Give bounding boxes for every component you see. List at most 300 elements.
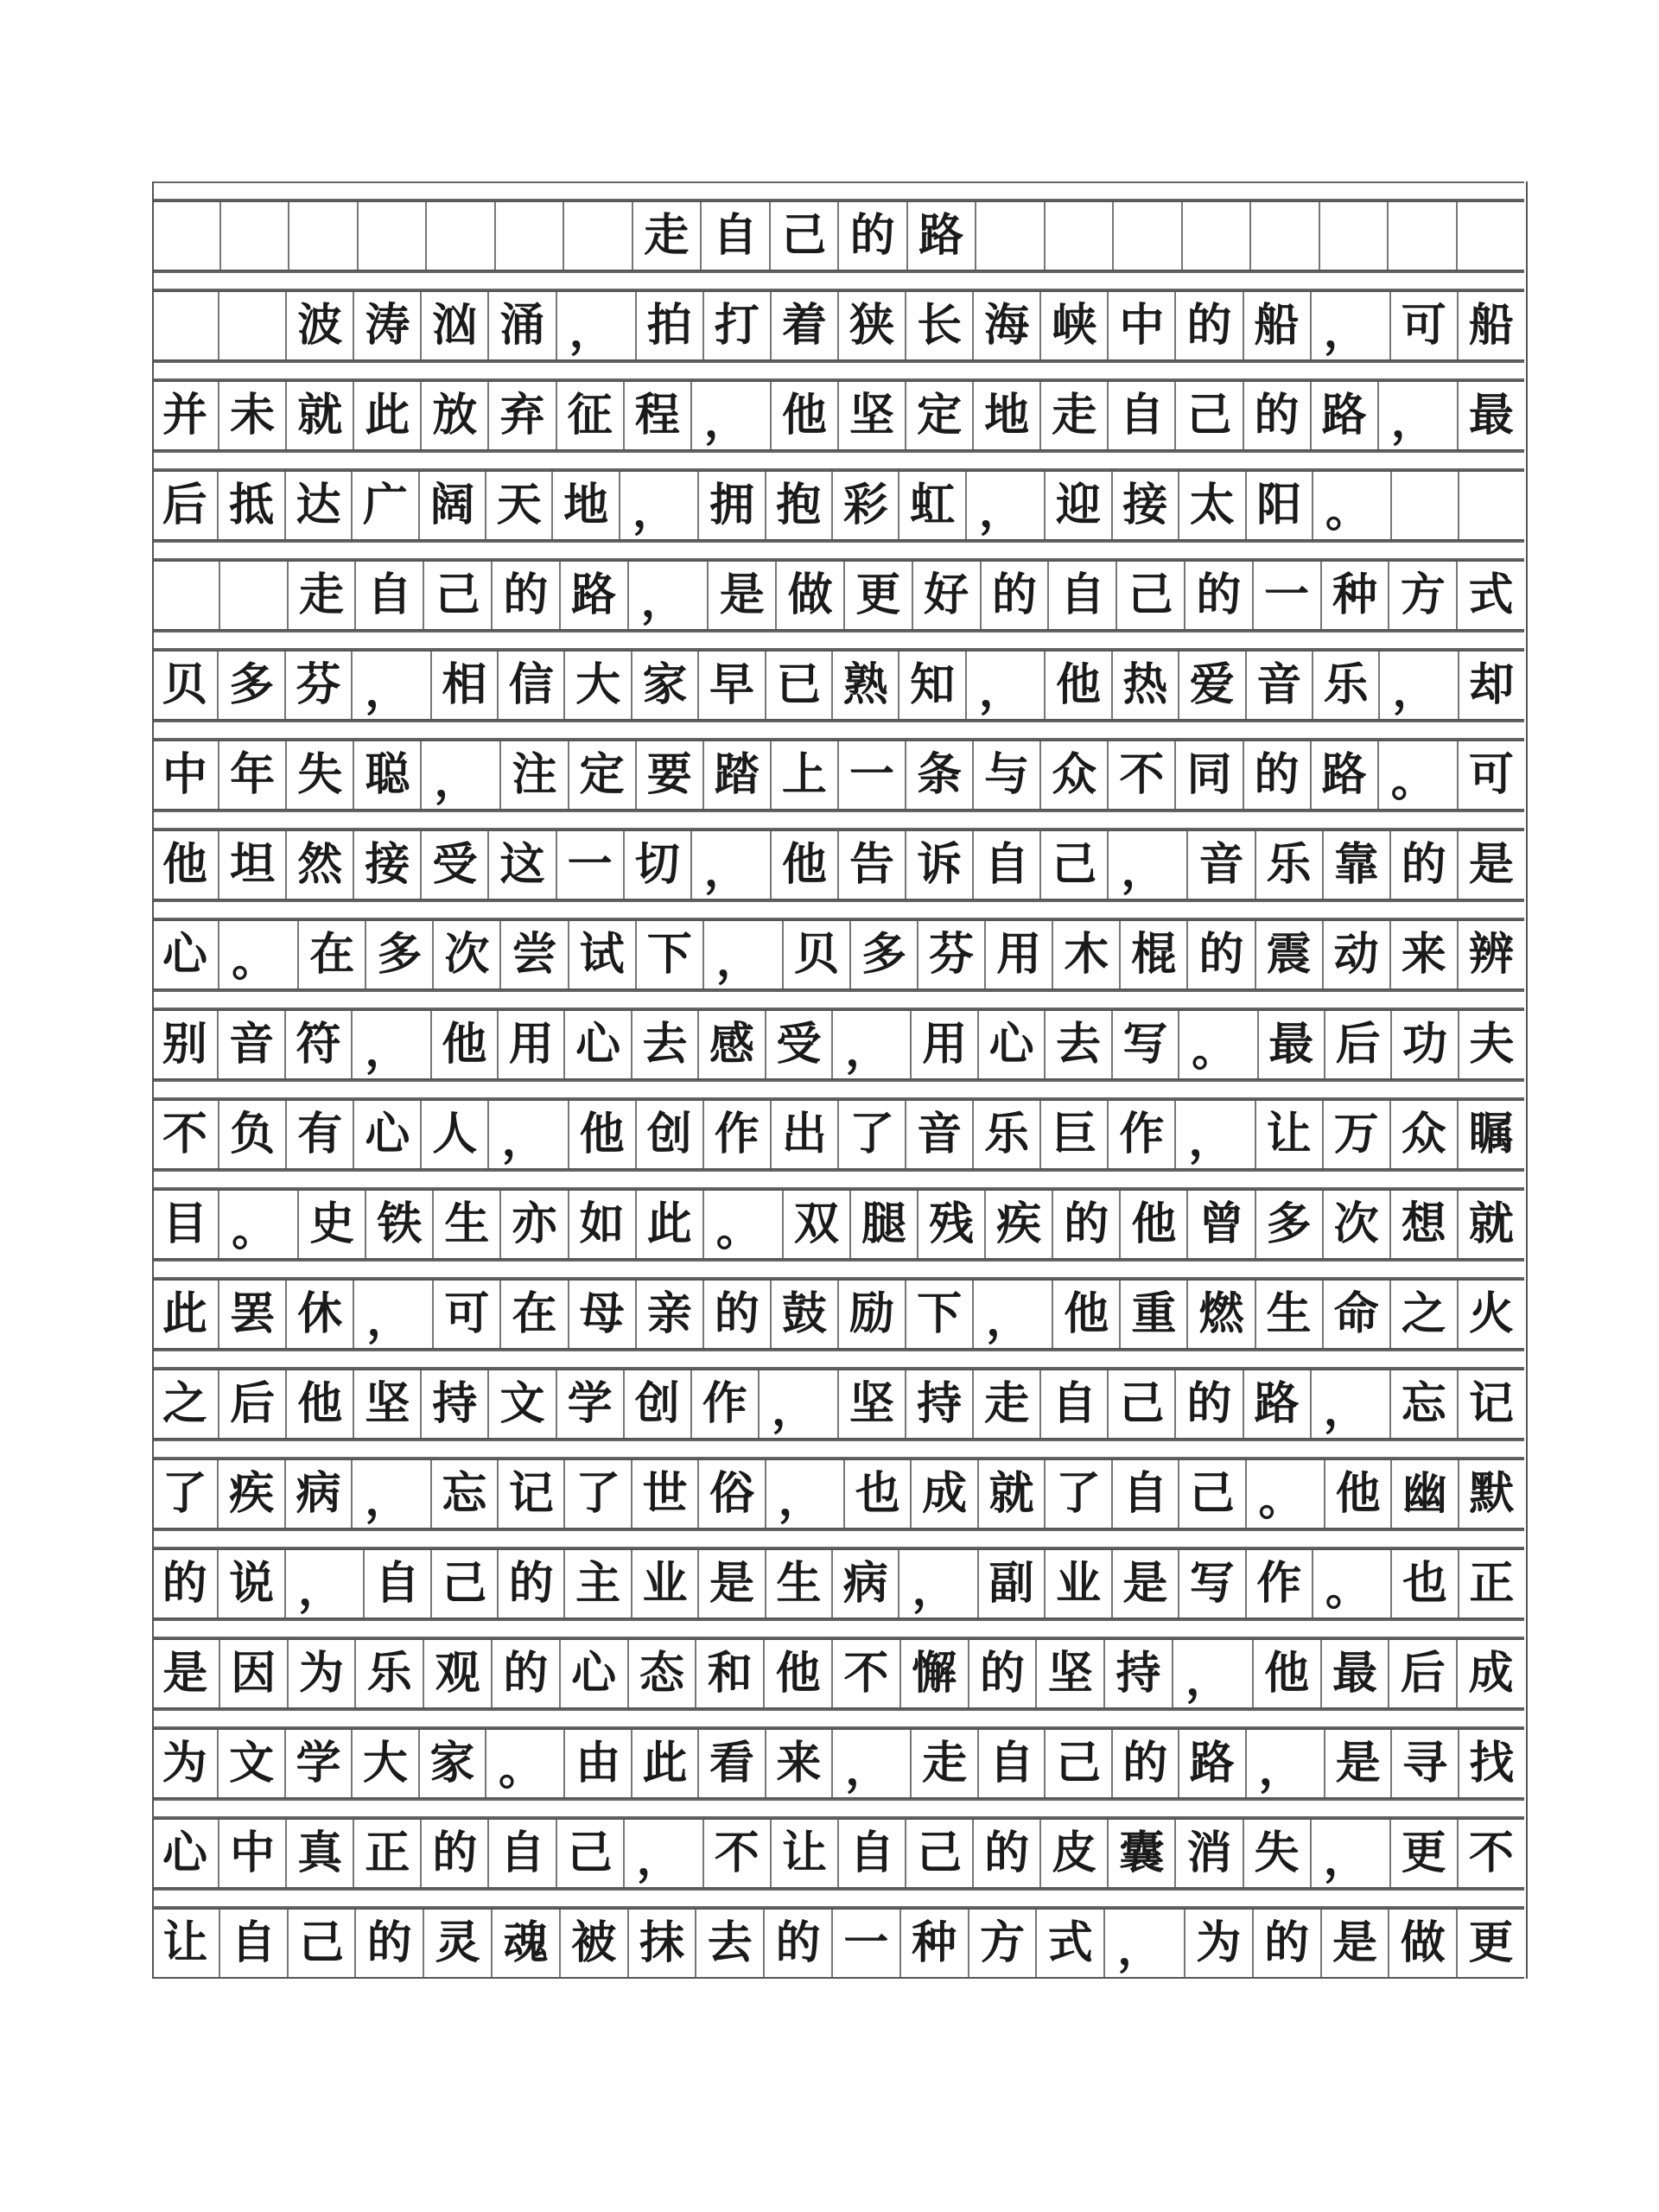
grid-character: 他 xyxy=(152,831,219,899)
grid-character: 达 xyxy=(286,472,353,539)
grid-character: 自 xyxy=(974,831,1041,899)
grid-character: 切 xyxy=(625,831,692,899)
grid-character: 励 xyxy=(839,1281,906,1348)
grid-character: ， xyxy=(1380,652,1459,719)
grid-character: 写 xyxy=(1179,1550,1246,1618)
grid-character: 心 xyxy=(561,1640,629,1707)
grid-character: 定 xyxy=(569,741,637,809)
grid-character: 种 xyxy=(1322,562,1390,629)
grid-character: 火 xyxy=(1468,1287,1514,1340)
grid-character: 夫 xyxy=(1469,1018,1515,1071)
grid-character: 就 xyxy=(979,1460,1046,1528)
grid-character: ， xyxy=(422,741,501,809)
grid-character: 多 xyxy=(1256,1191,1324,1258)
grid-character: 是 xyxy=(1468,838,1514,891)
grid-character: 主 xyxy=(565,1550,632,1618)
grid-character: 坚 xyxy=(839,382,906,449)
grid-character: 为 xyxy=(1185,1910,1254,1977)
grid-character: 中 xyxy=(1109,292,1176,359)
grid-character: 就 xyxy=(287,382,354,449)
grid-character: 他 xyxy=(1121,1191,1188,1258)
grid-character: 正 xyxy=(354,1820,422,1887)
grid-character: 由 xyxy=(565,1730,632,1797)
grid-character: ， xyxy=(1312,1370,1391,1438)
grid-character: 创 xyxy=(625,1370,692,1438)
grid-character: 他 xyxy=(772,382,839,449)
grid-character: 副 xyxy=(979,1550,1046,1618)
grid-character: 受 xyxy=(766,1011,833,1078)
grid-character: 文 xyxy=(489,1370,556,1438)
grid-character: 的 xyxy=(1244,741,1312,809)
grid-character: 放 xyxy=(422,382,489,449)
grid-character: 走 xyxy=(633,202,702,270)
grid-character: 更 xyxy=(1391,1820,1459,1887)
grid-character: 己 xyxy=(1176,382,1243,449)
grid-character: 未 xyxy=(219,382,287,449)
grid-character: 。 xyxy=(219,921,299,988)
grid-character: 己 xyxy=(557,1820,625,1887)
grid-character: 休 xyxy=(287,1281,354,1348)
grid-character: ， xyxy=(692,382,772,449)
grid-character: 下 xyxy=(906,1281,974,1348)
grid-character: 他 xyxy=(569,1101,637,1168)
grid-character: 忘 xyxy=(432,1460,499,1528)
grid-character: 更 xyxy=(1468,1916,1514,1969)
grid-character: 持 xyxy=(1105,1640,1173,1707)
grid-character: 。 xyxy=(1379,741,1459,809)
grid-character: ， xyxy=(286,1550,365,1618)
grid-character: 鼓 xyxy=(772,1281,839,1348)
grid-frame xyxy=(152,181,1528,1979)
grid-character: 大 xyxy=(565,652,632,719)
grid-character: 接 xyxy=(354,831,422,899)
grid-character: 符 xyxy=(286,1011,353,1078)
grid-character: 忘 xyxy=(1391,1370,1459,1438)
grid-character: 乐 xyxy=(974,1101,1041,1168)
grid-character: 天 xyxy=(486,472,553,539)
grid-character: 他 xyxy=(765,1640,833,1707)
grid-character: 他 xyxy=(432,1011,499,1078)
grid-character: 阔 xyxy=(420,472,486,539)
grid-character: 此 xyxy=(152,1281,219,1348)
grid-character: 并 xyxy=(152,382,219,449)
grid-character: 心 xyxy=(354,1101,422,1168)
grid-character: 俗 xyxy=(699,1460,766,1528)
grid-character: 的 xyxy=(1185,562,1254,629)
grid-character: 成 xyxy=(912,1460,978,1528)
grid-character: 路 xyxy=(908,202,977,270)
grid-character: 心 xyxy=(979,1011,1046,1078)
grid-character: 记 xyxy=(1468,1377,1514,1430)
grid-character: ， xyxy=(766,1460,845,1528)
grid-character: 他 xyxy=(1046,652,1112,719)
grid-character: 可 xyxy=(434,1281,501,1348)
grid-character: 的 xyxy=(765,1910,833,1977)
grid-character: 这 xyxy=(489,831,556,899)
grid-character: 业 xyxy=(632,1550,699,1618)
grid-character: 自 xyxy=(979,1730,1046,1797)
grid-character: ， xyxy=(967,472,1046,539)
grid-character: ， xyxy=(1176,1101,1255,1168)
grid-character: 己 xyxy=(1046,1730,1112,1797)
grid-character: 此 xyxy=(637,1191,704,1258)
grid-character: 抱 xyxy=(766,472,833,539)
grid-character: 涌 xyxy=(489,292,556,359)
grid-character: 来 xyxy=(1391,921,1459,988)
grid-character: 让 xyxy=(152,1910,220,1977)
grid-character: ， xyxy=(704,921,784,988)
grid-character: 被 xyxy=(561,1910,629,1977)
grid-character: 别 xyxy=(152,1011,219,1078)
grid-character: 就 xyxy=(1468,1198,1514,1250)
grid-character: 然 xyxy=(287,831,354,899)
grid-character: 征 xyxy=(557,382,625,449)
grid-character: 自 xyxy=(356,562,424,629)
grid-character: 功 xyxy=(1392,1011,1459,1078)
grid-character: 涛 xyxy=(354,292,422,359)
grid-character: ， xyxy=(1312,292,1391,359)
grid-character: 在 xyxy=(501,1281,569,1348)
grid-character: 告 xyxy=(839,831,906,899)
grid-character: 囊 xyxy=(1109,1820,1176,1887)
grid-character: 定 xyxy=(906,382,974,449)
grid-character: 可 xyxy=(1391,292,1459,359)
grid-character: 己 xyxy=(1179,1460,1246,1528)
grid-character: 多 xyxy=(851,921,918,988)
grid-character: 坦 xyxy=(219,831,287,899)
grid-character: ， xyxy=(353,1011,431,1078)
grid-character: 太 xyxy=(1179,472,1246,539)
grid-character: 船 xyxy=(1244,292,1312,359)
grid-character: 之 xyxy=(1391,1281,1459,1348)
grid-character: 生 xyxy=(1256,1281,1324,1348)
grid-character: 着 xyxy=(772,292,839,359)
grid-character: 想 xyxy=(1391,1191,1459,1258)
grid-character: 抹 xyxy=(629,1910,697,1977)
grid-character: 了 xyxy=(152,1460,219,1528)
grid-character: 失 xyxy=(287,741,354,809)
grid-character: 有 xyxy=(287,1101,354,1168)
grid-character: 更 xyxy=(845,562,913,629)
grid-character: 持 xyxy=(906,1370,974,1438)
grid-character: 同 xyxy=(1176,741,1243,809)
grid-character: 找 xyxy=(1469,1737,1515,1789)
grid-character: 受 xyxy=(422,831,489,899)
grid-character: 乐 xyxy=(1256,831,1324,899)
grid-character: 己 xyxy=(1041,831,1109,899)
grid-character: ， xyxy=(625,1820,704,1887)
grid-character: 是 xyxy=(1113,1550,1179,1618)
grid-character: 己 xyxy=(1117,562,1185,629)
grid-character: 做 xyxy=(777,562,845,629)
grid-character: 已 xyxy=(766,652,833,719)
grid-character: 多 xyxy=(366,921,434,988)
grid-character: 大 xyxy=(353,1730,419,1797)
grid-character: 次 xyxy=(1324,1191,1391,1258)
grid-character: 的 xyxy=(152,1550,219,1618)
grid-character: ， xyxy=(974,1281,1053,1348)
grid-character: 乐 xyxy=(1313,652,1380,719)
grid-character: 的 xyxy=(1113,1730,1179,1797)
grid-character: 。 xyxy=(1313,1550,1392,1618)
grid-character: 出 xyxy=(772,1101,839,1168)
grid-character: 。 xyxy=(486,1730,565,1797)
grid-character: 写 xyxy=(1113,1011,1179,1078)
grid-character: 自 xyxy=(365,1550,431,1618)
grid-character: 坚 xyxy=(354,1370,422,1438)
grid-character: 命 xyxy=(1324,1281,1391,1348)
grid-character: 是 xyxy=(1322,1910,1390,1977)
grid-character: 也 xyxy=(1392,1550,1459,1618)
grid-character: 己 xyxy=(289,1910,357,1977)
grid-character: 芬 xyxy=(286,652,353,719)
grid-character: 中 xyxy=(219,1820,287,1887)
grid-character: 一 xyxy=(839,741,906,809)
grid-character: 为 xyxy=(289,1640,357,1707)
grid-character: 说 xyxy=(219,1550,285,1618)
grid-character: 的 xyxy=(422,1820,489,1887)
grid-character: 作 xyxy=(1247,1550,1313,1618)
grid-character: 学 xyxy=(557,1370,625,1438)
grid-character: 万 xyxy=(1324,1101,1391,1168)
grid-character: 了 xyxy=(1046,1460,1112,1528)
grid-character: 让 xyxy=(772,1820,839,1887)
grid-character: 长 xyxy=(906,292,974,359)
grid-character: 一 xyxy=(1254,562,1322,629)
grid-character: ， xyxy=(354,1281,434,1348)
grid-character: 生 xyxy=(766,1550,833,1618)
grid-character: 不 xyxy=(833,1640,901,1707)
grid-character: 是 xyxy=(699,1550,766,1618)
grid-character: 的 xyxy=(1188,921,1255,988)
grid-character: 心 xyxy=(152,921,219,988)
grid-character: 后 xyxy=(1325,1011,1392,1078)
grid-character: 的 xyxy=(1254,1910,1322,1977)
grid-character: 路 xyxy=(561,562,629,629)
grid-character: 尝 xyxy=(501,921,569,988)
grid-character: 去 xyxy=(632,1011,699,1078)
grid-character: 史 xyxy=(299,1191,366,1258)
grid-character: 正 xyxy=(1469,1557,1515,1610)
grid-character: 乐 xyxy=(356,1640,424,1707)
grid-character: 方 xyxy=(969,1910,1038,1977)
grid-character: 记 xyxy=(499,1460,565,1528)
grid-character: 上 xyxy=(772,741,839,809)
grid-character: 家 xyxy=(420,1730,486,1797)
grid-character: 彩 xyxy=(833,472,899,539)
grid-character: 次 xyxy=(434,921,501,988)
grid-character: 亦 xyxy=(501,1191,569,1258)
grid-character: 之 xyxy=(152,1370,219,1438)
grid-character: 可 xyxy=(1468,748,1514,801)
grid-character: 早 xyxy=(699,652,766,719)
grid-character: 不 xyxy=(152,1101,219,1168)
grid-character: 残 xyxy=(918,1191,986,1258)
grid-character: 世 xyxy=(632,1460,699,1528)
grid-character: 他 xyxy=(1254,1640,1322,1707)
grid-character: 用 xyxy=(912,1011,978,1078)
grid-character: 灵 xyxy=(424,1910,493,1977)
grid-character: 虹 xyxy=(899,472,966,539)
grid-character: 动 xyxy=(1324,921,1391,988)
grid-character: 最 xyxy=(1468,389,1514,442)
grid-character: 的 xyxy=(1053,1191,1121,1258)
grid-character: 坚 xyxy=(839,1370,906,1438)
grid-character: 心 xyxy=(565,1011,632,1078)
grid-character: ， xyxy=(629,562,709,629)
grid-character: 程 xyxy=(625,382,692,449)
grid-character: 走 xyxy=(974,1370,1041,1438)
grid-character: 种 xyxy=(901,1910,969,1977)
grid-character: 船 xyxy=(1468,299,1514,352)
grid-character: 走 xyxy=(1041,382,1109,449)
grid-character: 音 xyxy=(906,1101,974,1168)
grid-character: 音 xyxy=(1188,831,1255,899)
grid-character: 试 xyxy=(569,921,637,988)
grid-character: 后 xyxy=(219,1370,287,1438)
grid-character: 广 xyxy=(353,472,419,539)
grid-character: 贝 xyxy=(784,921,851,988)
grid-character: 多 xyxy=(219,652,285,719)
grid-character: 众 xyxy=(1041,741,1109,809)
grid-character: 一 xyxy=(833,1910,901,1977)
grid-character: 腿 xyxy=(851,1191,918,1258)
grid-character: 最 xyxy=(1322,1640,1390,1707)
grid-character: 不 xyxy=(1468,1827,1514,1879)
grid-character: 业 xyxy=(1046,1550,1112,1618)
grid-character: ， xyxy=(620,472,699,539)
grid-character: 己 xyxy=(432,1550,499,1618)
grid-character: 的 xyxy=(1244,382,1312,449)
grid-character: 懈 xyxy=(901,1640,969,1707)
grid-character: 感 xyxy=(699,1011,766,1078)
grid-character: 疾 xyxy=(986,1191,1053,1258)
grid-character: 文 xyxy=(219,1730,285,1797)
grid-character: 去 xyxy=(1046,1011,1112,1078)
grid-character: 双 xyxy=(784,1191,851,1258)
grid-character: 震 xyxy=(1256,921,1324,988)
grid-character: 为 xyxy=(152,1730,219,1797)
grid-character: 走 xyxy=(289,562,357,629)
grid-character: 病 xyxy=(833,1550,899,1618)
grid-character: 瞩 xyxy=(1468,1108,1514,1160)
grid-character: 最 xyxy=(1259,1011,1325,1078)
grid-character: 抵 xyxy=(219,472,285,539)
grid-character: 波 xyxy=(287,292,354,359)
grid-character: 的 xyxy=(493,1640,561,1707)
grid-character: 和 xyxy=(696,1640,765,1707)
grid-character: 知 xyxy=(899,652,966,719)
grid-character: 爱 xyxy=(1179,652,1246,719)
grid-character: 燃 xyxy=(1188,1281,1255,1348)
grid-character: 中 xyxy=(152,741,219,809)
grid-character: 此 xyxy=(354,382,422,449)
grid-character: 打 xyxy=(704,292,772,359)
grid-character: 的 xyxy=(982,562,1050,629)
grid-character: 看 xyxy=(699,1730,766,1797)
grid-character: 创 xyxy=(637,1101,704,1168)
grid-character: 。 xyxy=(1179,1011,1258,1078)
grid-character: 汹 xyxy=(422,292,489,359)
grid-character: 路 xyxy=(1179,1730,1246,1797)
grid-character: 曾 xyxy=(1188,1191,1255,1258)
grid-character: 重 xyxy=(1121,1281,1188,1348)
grid-character: 观 xyxy=(424,1640,493,1707)
grid-character: 去 xyxy=(696,1910,765,1977)
grid-character: 拍 xyxy=(637,292,704,359)
grid-character: 生 xyxy=(434,1191,501,1258)
grid-character: 坚 xyxy=(1037,1640,1105,1707)
grid-character: 阳 xyxy=(1247,472,1313,539)
grid-character: 条 xyxy=(906,741,974,809)
grid-character: 弃 xyxy=(489,382,556,449)
grid-character: 聪 xyxy=(354,741,422,809)
grid-character: 他 xyxy=(1325,1460,1392,1528)
grid-character: 亲 xyxy=(637,1281,704,1348)
grid-character: ， xyxy=(692,831,772,899)
grid-character: 人 xyxy=(422,1101,489,1168)
grid-character: 芬 xyxy=(918,921,986,988)
grid-character: ， xyxy=(489,1101,569,1168)
grid-character: 失 xyxy=(1244,1820,1312,1887)
grid-character: 因 xyxy=(220,1640,289,1707)
grid-character: ， xyxy=(833,1730,912,1797)
grid-character: 罢 xyxy=(219,1281,287,1348)
grid-character: 态 xyxy=(629,1640,697,1707)
grid-character: 地 xyxy=(553,472,620,539)
grid-character: 让 xyxy=(1256,1101,1324,1168)
grid-character: ， xyxy=(1105,1910,1185,1977)
grid-character: 不 xyxy=(704,1820,772,1887)
grid-character: 自 xyxy=(1049,562,1117,629)
grid-character: 皮 xyxy=(1041,1820,1109,1887)
grid-character: 真 xyxy=(287,1820,354,1887)
grid-character: 狭 xyxy=(839,292,906,359)
grid-character: 后 xyxy=(1389,1640,1458,1707)
grid-character: 用 xyxy=(986,921,1053,988)
grid-character: 病 xyxy=(286,1460,353,1528)
grid-character: 式 xyxy=(1468,569,1514,621)
grid-character: 家 xyxy=(632,652,699,719)
grid-character: ， xyxy=(1173,1640,1254,1707)
grid-character: 下 xyxy=(637,921,704,988)
grid-character: 自 xyxy=(220,1910,289,1977)
grid-character: ， xyxy=(967,652,1046,719)
grid-character: 自 xyxy=(489,1820,556,1887)
grid-character: 的 xyxy=(493,562,561,629)
grid-character: ， xyxy=(1109,831,1188,899)
grid-character: ， xyxy=(833,1011,912,1078)
grid-character: 作 xyxy=(692,1370,760,1438)
grid-character: 。 xyxy=(1313,472,1392,539)
grid-character: ， xyxy=(1379,382,1459,449)
grid-character: 接 xyxy=(1113,472,1179,539)
grid-character: 相 xyxy=(432,652,499,719)
grid-character: 他 xyxy=(772,831,839,899)
grid-character: 如 xyxy=(569,1191,637,1258)
grid-character: 消 xyxy=(1176,1820,1243,1887)
grid-character: 辨 xyxy=(1468,928,1514,981)
grid-character: 路 xyxy=(1244,1370,1312,1438)
grid-character: 木 xyxy=(1053,921,1121,988)
grid-character: 在 xyxy=(299,921,366,988)
grid-character: 。 xyxy=(219,1191,299,1258)
grid-character: 铁 xyxy=(366,1191,434,1258)
grid-character: 自 xyxy=(1041,1370,1109,1438)
grid-character: ， xyxy=(1312,1820,1391,1887)
grid-character: 迎 xyxy=(1046,472,1112,539)
grid-character: 做 xyxy=(1389,1910,1458,1977)
